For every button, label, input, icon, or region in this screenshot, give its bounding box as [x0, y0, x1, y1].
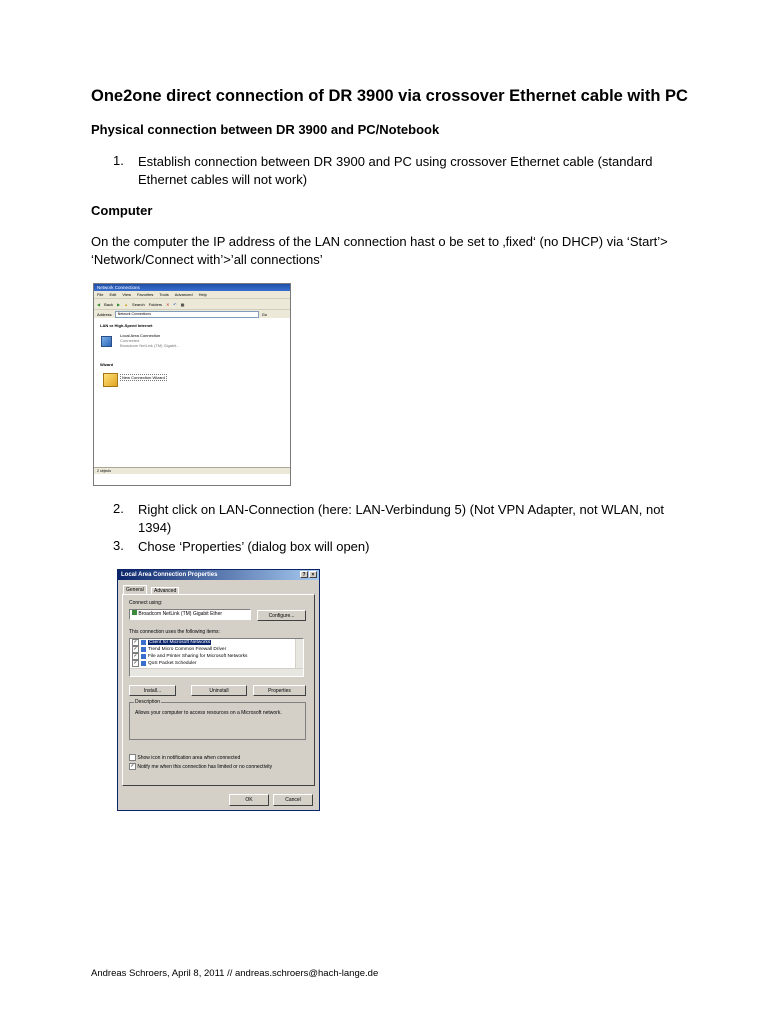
search-button[interactable]: Search	[132, 301, 145, 307]
list-item[interactable]	[130, 660, 303, 667]
connection-status: Connected	[120, 338, 140, 343]
show-icon-checkbox[interactable]	[129, 754, 136, 761]
window-content	[94, 318, 290, 474]
lan-properties-dialog	[117, 569, 320, 811]
ok-button[interactable]: OK	[229, 794, 269, 806]
configure-button[interactable]: Configure...	[257, 610, 306, 621]
window-titlebar	[94, 284, 290, 291]
group-header-lan: LAN or High-Speed Internet	[100, 323, 153, 328]
notify-label: Notify me when this connection has limited or no connectivity	[137, 763, 273, 770]
item-checkbox[interactable]: ✓	[133, 639, 138, 645]
section-heading-computer: Computer	[91, 203, 153, 218]
items-label: This connection uses the following items:	[129, 629, 220, 635]
menu-view[interactable]: View	[122, 292, 131, 297]
list-item[interactable]	[130, 639, 303, 646]
list-item[interactable]	[130, 653, 303, 660]
group-header-wizard: Wizard	[100, 362, 114, 367]
back-button[interactable]: Back	[104, 301, 113, 307]
item-checkbox[interactable]: ✓	[133, 653, 138, 659]
network-service-icon	[141, 654, 146, 659]
toolbar	[94, 298, 290, 309]
properties-button[interactable]: Properties	[253, 685, 306, 696]
list-number: 3.	[113, 538, 124, 553]
status-bar: 2 objects	[94, 467, 290, 474]
network-adapter-icon	[132, 610, 137, 615]
item-label: Client for Microsoft Networks	[149, 640, 211, 645]
tab-general[interactable]: General	[123, 585, 147, 594]
list-horizontal-scrollbar[interactable]	[130, 668, 303, 676]
new-connection-wizard-item[interactable]: New Connection Wizard	[122, 375, 165, 380]
tab-advanced[interactable]: Advanced	[151, 587, 179, 594]
connection-name: Local Area Connection	[120, 333, 161, 338]
items-list	[129, 638, 304, 677]
network-connection-icon[interactable]	[101, 336, 112, 347]
cancel-button[interactable]: Cancel	[273, 794, 313, 806]
tab-panel	[122, 594, 315, 786]
menu-edit[interactable]: Edit	[109, 292, 117, 297]
notify-option[interactable]	[129, 763, 272, 770]
views-icon[interactable]: ▦	[180, 301, 185, 307]
address-input[interactable]: Network Connections	[115, 311, 259, 318]
list-vertical-scrollbar[interactable]	[295, 639, 303, 669]
page-footer: Andreas Schroers, April 8, 2011 // andreas.schroers@hach-lange.de	[91, 968, 379, 979]
description-group	[129, 699, 306, 740]
network-service-icon	[141, 661, 146, 666]
list-text: Establish connection between DR 3900 and PC using crossover Ethernet cable (standard Ethernet cables will not work)	[138, 154, 653, 187]
instruction-paragraph: On the computer the IP address of the LAN connection hast o be set to ‚fixed‘ (no DHCP) via ‘Start’> ‘Network/Connect with’>’all connections’	[91, 234, 668, 267]
description-text: Allows your computer to access resources on a Microsoft network.	[135, 710, 282, 716]
section-heading-physical: Physical connection between DR 3900 and PC/Notebook	[91, 122, 440, 137]
network-service-icon	[141, 647, 146, 652]
list-number: 1.	[113, 153, 124, 168]
show-icon-label: Show icon in notification area when connected	[137, 754, 241, 761]
install-button[interactable]: Install...	[129, 685, 176, 696]
description-label: Description	[135, 699, 161, 705]
document-title: One2one direct connection of DR 3900 via crossover Ethernet cable with PC	[91, 87, 688, 105]
item-label: Trend Micro Common Firewall Driver	[148, 647, 227, 652]
item-label: File and Printer Sharing for Microsoft Networks	[148, 654, 248, 659]
list-text: Right click on LAN-Connection (here: LAN-Verbindung 5) (Not VPN Adapter, not WLAN, not 1394)	[138, 502, 665, 535]
menu-file[interactable]: File	[97, 292, 104, 297]
undo-icon[interactable]: ↶	[173, 301, 177, 307]
network-connections-window	[93, 283, 291, 486]
item-checkbox[interactable]: ✓	[133, 646, 138, 652]
up-folder-icon[interactable]: ▲	[124, 301, 129, 307]
adapter-name: Broadcom NetLink (TM) Gigabit Ether	[138, 611, 223, 617]
forward-icon[interactable]: ▶	[116, 301, 121, 307]
item-label: QoS Packet Scheduler	[148, 661, 197, 666]
list-item[interactable]	[130, 646, 303, 653]
wizard-icon[interactable]	[103, 373, 118, 387]
item-checkbox[interactable]: ✓	[133, 660, 138, 666]
delete-icon[interactable]: ✕	[166, 301, 170, 307]
dialog-titlebar	[118, 570, 319, 580]
lan-connection-item[interactable]	[120, 333, 180, 348]
folders-button[interactable]: Folders	[148, 301, 163, 307]
connect-using-label: Connect using:	[129, 600, 163, 606]
show-icon-option[interactable]	[129, 754, 240, 761]
close-button[interactable]: ×	[309, 571, 317, 578]
address-bar	[94, 309, 290, 318]
list-text: Chose ‘Properties’ (dialog box will open)	[138, 539, 370, 554]
dialog-title: Local Area Connection Properties	[121, 572, 218, 578]
adapter-field	[129, 609, 251, 620]
network-client-icon	[141, 640, 146, 645]
uninstall-button[interactable]: Uninstall	[191, 685, 247, 696]
window-title: Network Connections	[97, 285, 140, 290]
address-label: Address	[97, 311, 112, 317]
menu-bar	[94, 291, 290, 298]
connection-device: Broadcom NetLink (TM) Gigabit...	[120, 343, 180, 348]
list-number: 2.	[113, 501, 124, 516]
help-button[interactable]: ?	[300, 571, 308, 578]
menu-help[interactable]: Help	[198, 292, 207, 297]
menu-advanced[interactable]: Advanced	[174, 292, 193, 297]
menu-tools[interactable]: Tools	[159, 292, 169, 297]
back-icon[interactable]: ◀	[97, 301, 101, 307]
menu-favorites[interactable]: Favorites	[136, 292, 154, 297]
notify-checkbox[interactable]: ✓	[130, 763, 135, 769]
go-button[interactable]: Go	[261, 311, 268, 317]
